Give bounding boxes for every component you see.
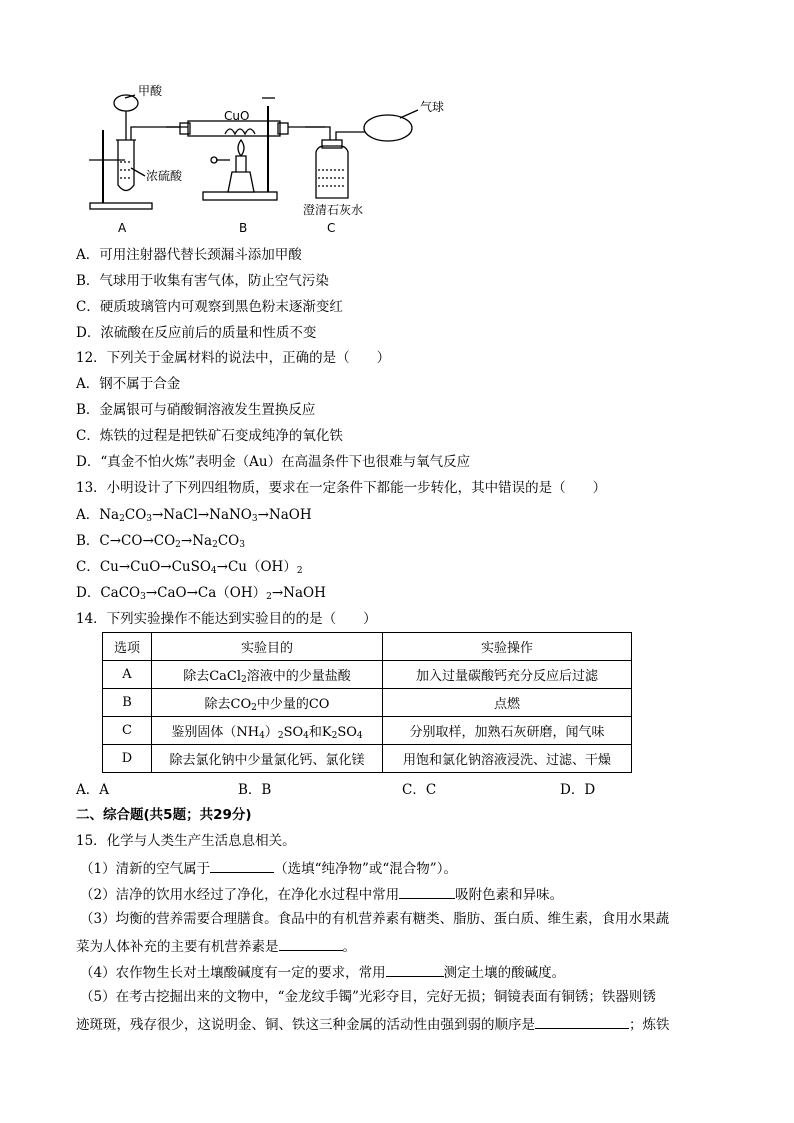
label-sulfuric-acid: 浓硫酸 bbox=[146, 169, 183, 183]
q15-part5-line1: （5）在考古挖掘出来的文物中，“金龙纹手镯”光彩夺目，完好无损；铜镜表面有铜锈；铁器则锈 bbox=[80, 989, 656, 1005]
answer-blank[interactable] bbox=[210, 858, 274, 873]
row-goal: 除去CaCl$_2$溶液中的少量盐酸 bbox=[152, 661, 383, 689]
label-c: C bbox=[327, 221, 336, 235]
q11-option-d: D．浓硫酸在反应前后的质量和性质不变 bbox=[76, 325, 317, 341]
q12-option-a: A．钢不属于合金 bbox=[76, 376, 181, 392]
q11-option-b: B．气球用于收集有害气体，防止空气污染 bbox=[76, 273, 329, 289]
q14-table bbox=[102, 632, 632, 773]
table-row bbox=[103, 689, 632, 717]
q13-option-c: C．$Cu\to CuO\to CuSO_4\to Cu(OH)_2$ bbox=[76, 559, 303, 576]
q15-part2: （2）洁净的饮用水经过了净化，在净化水过程中常用 吸附色素和异味。 bbox=[80, 884, 563, 904]
q11-option-a: A．可用注射器代替长颈漏斗添加甲酸 bbox=[76, 247, 302, 263]
row-goal: 除去$CO_2$中少量的CO bbox=[152, 689, 383, 717]
q13-stem: 13．小明设计了下列四组物质，要求在一定条件下都能一步转化，其中错误的是（ ） bbox=[76, 480, 607, 496]
label-balloon: 气球 bbox=[420, 100, 445, 114]
q12-stem: 12．下列关于金属材料的说法中，正确的是（ ） bbox=[76, 350, 391, 366]
row-option: C bbox=[103, 717, 152, 745]
q14-answer-c: C．C bbox=[402, 782, 437, 798]
q15-part5-line2: 迹斑斑，残存很少，这说明金、铜、铁这三种金属的活动性由强到弱的顺序是 ；炼铁 bbox=[76, 1014, 670, 1034]
q14-answer-b: B．B bbox=[238, 782, 272, 798]
row-option: A bbox=[103, 661, 152, 689]
label-formic-acid: 甲酸 bbox=[138, 84, 163, 98]
row-operation: 分别取样，加熟石灰研磨，闻气味 bbox=[383, 717, 632, 745]
row-goal: 除去氯化钠中少量氯化钙、氯化镁 bbox=[152, 745, 383, 773]
section-title: 二、综合题(共5题；共29分) bbox=[76, 807, 252, 823]
table-row bbox=[103, 745, 632, 773]
answer-blank[interactable] bbox=[535, 1014, 629, 1029]
row-operation: 用饱和氯化钠溶液浸洗、过滤、干燥 bbox=[383, 745, 632, 773]
q12-option-d: D．“真金不怕火炼”表明金（Au）在高温条件下也很难与氧气反应 bbox=[76, 454, 471, 470]
table-row bbox=[103, 717, 632, 745]
label-b: B bbox=[239, 221, 248, 235]
answer-blank[interactable] bbox=[386, 962, 444, 977]
q15-part3-line1: （3）均衡的营养需要合理膳食。食品中的有机营养素有糖类、脂肪、蛋白质、维生素，食用水果蔬 bbox=[80, 911, 670, 927]
label-a: A bbox=[118, 221, 127, 235]
header-operation: 实验操作 bbox=[383, 633, 632, 661]
q13-option-d: D．$CaCO_3\to CaO\to Ca(OH)_2\to NaOH$ bbox=[76, 585, 326, 602]
label-lime-water: 澄清石灰水 bbox=[303, 203, 364, 217]
q12-option-c: C．炼铁的过程是把铁矿石变成纯净的氧化铁 bbox=[76, 428, 343, 444]
answer-blank[interactable] bbox=[279, 936, 343, 951]
apparatus-diagram bbox=[0, 0, 794, 240]
row-goal: 鉴别固体$(NH_4)_2SO_4$和$K_2SO_4$ bbox=[152, 717, 383, 745]
answer-blank[interactable] bbox=[399, 884, 455, 899]
header-goal: 实验目的 bbox=[152, 633, 383, 661]
q15-part4: （4）农作物生长对土壤酸碱度有一定的要求，常用 测定土壤的酸碱度。 bbox=[80, 962, 565, 982]
q15-part1: （1）清新的空气属于 （选填“纯净物”或“混合物”）。 bbox=[80, 858, 457, 878]
label-cuo: CuO bbox=[224, 109, 250, 123]
q13-option-a: A．$Na_2CO_3\to NaCl\to NaNO_3\to NaOH$ bbox=[76, 507, 312, 524]
header-option: 选项 bbox=[103, 633, 152, 661]
q13-option-b: B．$C\to CO\to CO_2\to Na_2CO_3$ bbox=[76, 533, 245, 550]
q12-option-b: B．金属银可与硝酸铜溶液发生置换反应 bbox=[76, 402, 316, 418]
q15-stem: 15．化学与人类生产生活息息相关。 bbox=[76, 833, 296, 849]
table-row bbox=[103, 661, 632, 689]
q14-answer-d: D．D bbox=[560, 782, 596, 798]
row-operation: 加入过量碳酸钙充分反应后过滤 bbox=[383, 661, 632, 689]
q11-option-c: C．硬质玻璃管内可观察到黑色粉末逐渐变红 bbox=[76, 299, 343, 315]
row-option: D bbox=[103, 745, 152, 773]
row-operation: 点燃 bbox=[383, 689, 632, 717]
q14-answer-a: A．A bbox=[76, 782, 109, 798]
q14-stem: 14．下列实验操作不能达到实验目的的是（ ） bbox=[76, 611, 377, 627]
row-option: B bbox=[103, 689, 152, 717]
q15-part3-line2: 菜为人体补充的主要有机营养素是 。 bbox=[76, 936, 356, 956]
table-header-row bbox=[103, 633, 632, 661]
